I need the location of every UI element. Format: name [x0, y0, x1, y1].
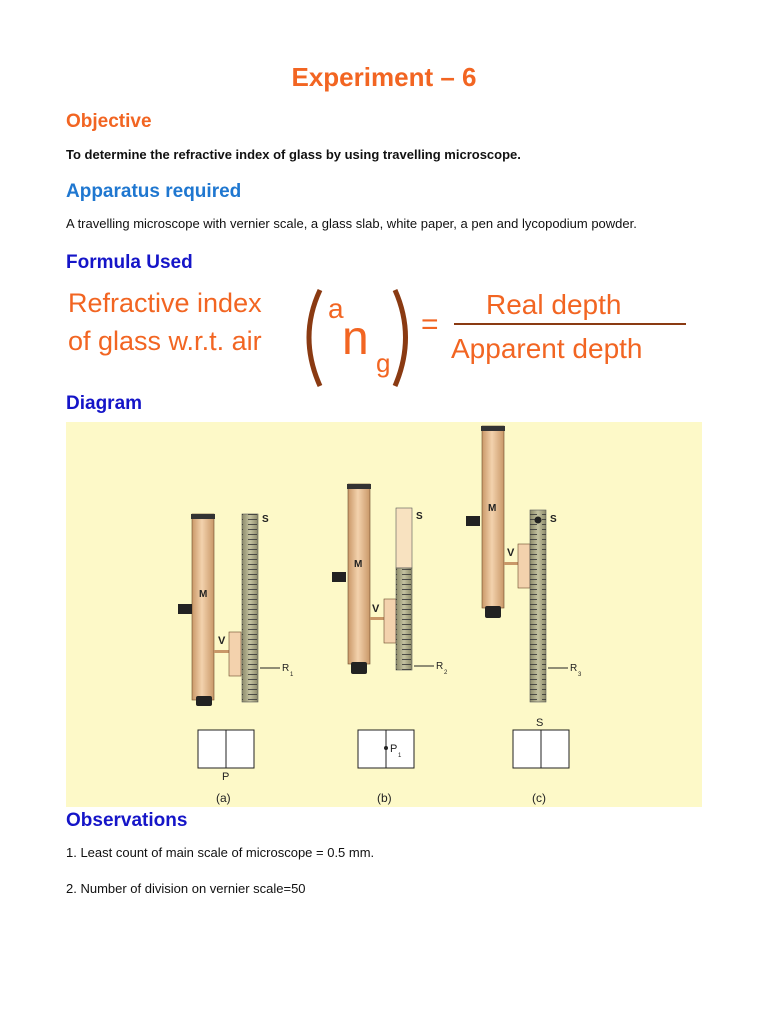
- label-r-c-sub: 3: [578, 672, 582, 678]
- label-r-b-sub: 2: [444, 670, 448, 676]
- label-p-b: P: [390, 743, 398, 755]
- objective-heading: Objective: [66, 111, 152, 132]
- diagram-image: [66, 422, 702, 807]
- objective-lens-b: [351, 662, 367, 674]
- point-dot-b: [384, 746, 388, 750]
- formula-image: [66, 282, 706, 392]
- objective-text: To determine the refractive index of glass by using travelling microscope.: [66, 147, 521, 162]
- microscope-cap-c: [481, 426, 505, 431]
- caption-a: (a): [216, 791, 231, 805]
- caption-c: (c): [532, 791, 546, 805]
- label-r-a: R: [282, 663, 290, 674]
- scale-dot-c: [535, 517, 542, 524]
- microscope-tube-b: [348, 484, 370, 664]
- formula-lhs-line1: Refractive index: [68, 288, 262, 318]
- diagram-heading: Diagram: [66, 393, 143, 414]
- label-m-b: M: [354, 559, 363, 570]
- scale-upper-b: [396, 508, 412, 568]
- label-r-c: R: [570, 663, 578, 674]
- formula-numerator: Real depth: [486, 289, 622, 320]
- apparatus-text: A travelling microscope with vernier scale, a glass slab, white paper, a pen and lycopodium powder.: [66, 216, 637, 231]
- apparatus-heading: Apparatus required: [66, 181, 242, 202]
- label-r-b: R: [436, 661, 444, 672]
- label-s-c: S: [550, 514, 557, 525]
- label-r-a-sub: 1: [290, 672, 294, 678]
- objective-lens-a: [196, 696, 212, 706]
- label-p-a: P: [222, 771, 230, 783]
- observations-heading: Observations: [66, 810, 188, 831]
- label-v-c: V: [507, 547, 515, 559]
- vernier-c: [518, 544, 530, 588]
- objective-lens-c: [485, 606, 501, 618]
- formula-heading: Formula Used: [66, 252, 193, 273]
- microscope-cap-b: [347, 484, 371, 489]
- diagram-panel-b: [332, 484, 448, 805]
- label-s-a: S: [262, 514, 269, 525]
- knob-a: [178, 604, 192, 614]
- formula-lhs-line2: of glass w.r.t. air: [68, 326, 262, 356]
- label-v-a: V: [218, 635, 226, 647]
- knob-c: [466, 516, 480, 526]
- formula-symbol-n: n: [342, 312, 369, 365]
- label-s-b: S: [416, 511, 423, 522]
- caption-b: (b): [377, 791, 392, 805]
- vernier-a: [229, 632, 241, 676]
- knob-b: [332, 572, 346, 582]
- formula-equals: =: [421, 308, 439, 341]
- label-v-b: V: [372, 603, 380, 615]
- formula-symbol-a: a: [328, 293, 344, 324]
- page-title: Experiment – 6: [291, 62, 477, 92]
- formula-denominator: Apparent depth: [451, 333, 643, 364]
- microscope-tube-a: [192, 514, 214, 700]
- diagram-panel-c: [466, 426, 582, 805]
- scale-ticks-b: [396, 568, 412, 670]
- vernier-b: [384, 599, 396, 643]
- observation-item-2: 2. Number of division on vernier scale=50: [66, 881, 306, 896]
- label-m-a: M: [199, 589, 208, 600]
- microscope-cap-a: [191, 514, 215, 519]
- diagram-panel-a: [178, 514, 294, 805]
- scale-ticks-c: [530, 510, 546, 702]
- label-s-point-c: S: [536, 717, 544, 729]
- microscope-tube-c: [482, 426, 504, 608]
- label-p-b-sub: 1: [398, 753, 402, 759]
- formula-left-paren: [309, 290, 320, 386]
- formula-symbol-g: g: [376, 348, 391, 378]
- observation-item-1: 1. Least count of main scale of microscope = 0.5 mm.: [66, 845, 375, 860]
- scale-ticks-a: [242, 514, 258, 702]
- formula-right-paren: [395, 290, 406, 386]
- label-m-c: M: [488, 503, 497, 514]
